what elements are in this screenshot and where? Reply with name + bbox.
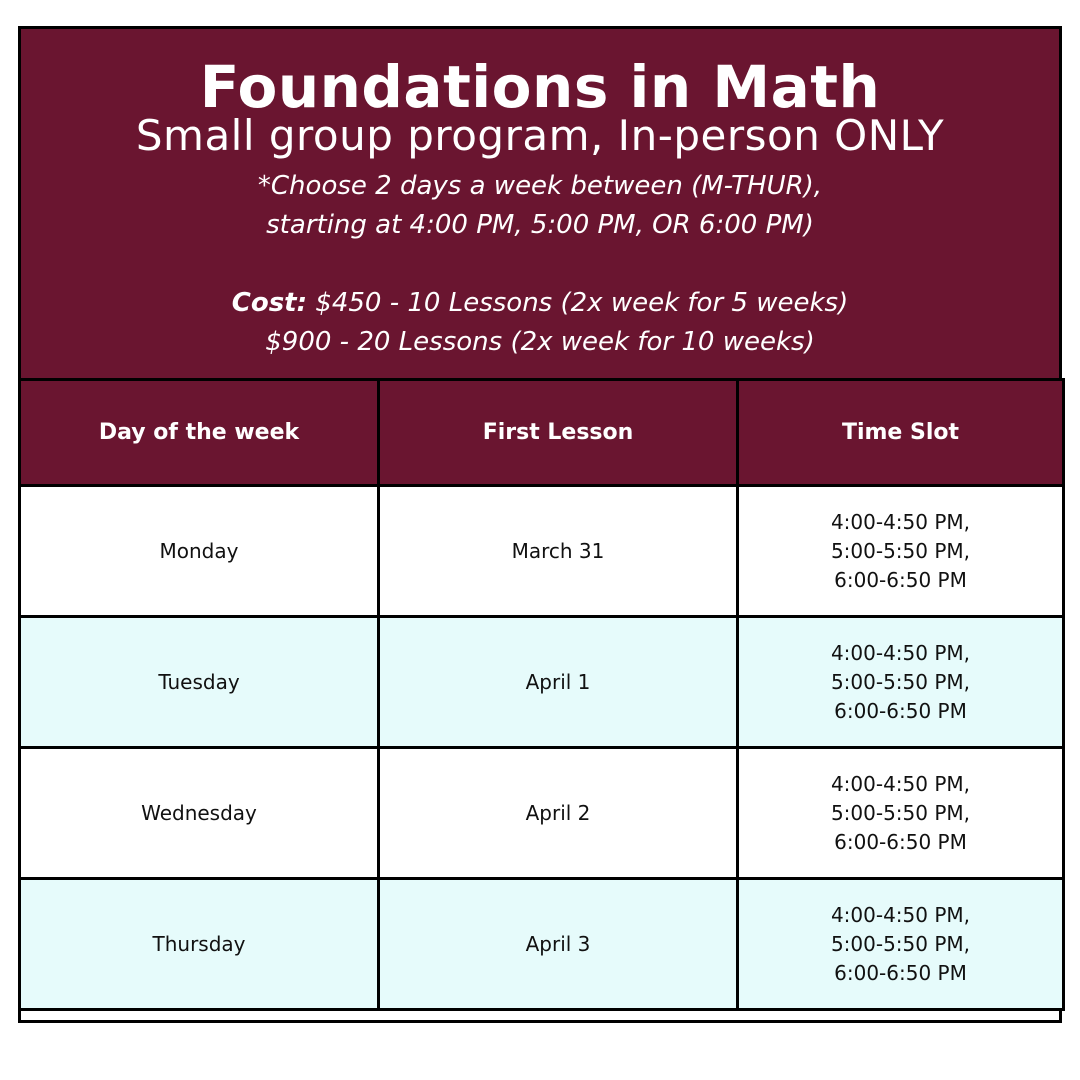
time-slot: 6:00-6:50 PM [834,829,967,854]
table-row [20,486,1064,617]
column-header-first-lesson: First Lesson [379,380,738,486]
first-lesson-cell: April 3 [379,879,738,1010]
time-slot: 4:00-4:50 PM, [830,640,971,665]
column-header-time-slot: Time Slot [738,380,1064,486]
first-lesson-cell: April 2 [379,748,738,879]
time-slot: 4:00-4:50 PM, [830,902,971,927]
flyer-frame [18,26,1062,1023]
day-cell: Wednesday [20,748,379,879]
first-lesson-cell: April 1 [379,617,738,748]
column-header-day: Day of the week [20,380,379,486]
time-slot: 5:00-5:50 PM, [830,669,971,694]
first-lesson-cell: March 31 [379,486,738,617]
time-slot-cell [738,879,1064,1010]
time-slot: 5:00-5:50 PM, [830,931,971,956]
program-title: Foundations in Math [199,53,881,121]
cost-option-1: $450 - 10 Lessons (2x week for 5 weeks) [307,288,849,318]
schedule-table [18,378,1065,1011]
schedule-note-line-2: starting at 4:00 PM, 5:00 PM, OR 6:00 PM) [266,210,814,240]
cost-line-1 [21,286,1059,320]
cost-label: Cost: [231,288,308,318]
time-slot-cell [738,617,1064,748]
time-slot-cell [738,748,1064,879]
time-slot: 4:00-4:50 PM, [830,771,971,796]
time-slot-cell [738,486,1064,617]
program-subtitle: Small group program, In-person ONLY [135,111,945,160]
day-cell: Monday [20,486,379,617]
time-slot: 5:00-5:50 PM, [830,538,971,563]
time-slot: 6:00-6:50 PM [834,698,967,723]
time-slot: 6:00-6:50 PM [834,960,967,985]
day-cell: Thursday [20,879,379,1010]
table-row [20,748,1064,879]
time-slot: 6:00-6:50 PM [834,567,967,592]
time-slot: 5:00-5:50 PM, [830,800,971,825]
day-cell: Tuesday [20,617,379,748]
table-header-row [20,380,1064,486]
table-row [20,617,1064,748]
cost-option-2: $900 - 20 Lessons (2x week for 10 weeks) [265,327,815,357]
time-slot: 4:00-4:50 PM, [830,509,971,534]
schedule-note-line-1: *Choose 2 days a week between (M-THUR), [257,171,823,201]
table-row [20,879,1064,1010]
program-header [21,29,1059,378]
